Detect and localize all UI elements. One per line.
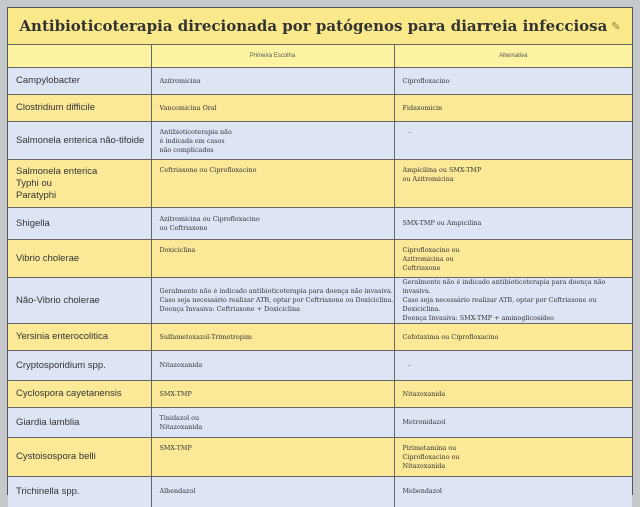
table-row: [8, 324, 632, 351]
first-choice-cell: Azitromicina ou Ciprofloxacino ou Ceftriaxone: [151, 208, 394, 240]
table-row: [8, 408, 632, 438]
pathogen-cell: Salmonela enterica não-tifoide: [8, 122, 151, 160]
table-row: [8, 95, 632, 122]
table-row: [8, 122, 632, 160]
first-choice-cell: Nitazoxanida: [151, 351, 394, 381]
pencil-icon[interactable]: ✎: [611, 19, 621, 33]
table-row: [8, 208, 632, 240]
alternative-cell: SMX-TMP ou Ampicilina: [394, 208, 632, 240]
first-choice-cell: Azitromicina: [151, 68, 394, 95]
alternative-cell: Ampicilina ou SMX-TMP ou Azitromicina: [394, 160, 632, 208]
table-body: [8, 68, 632, 507]
alternative-cell: Cefotaxima ou Ciprofloxacino: [394, 324, 632, 351]
pathogen-cell: Cystoisospora belli: [8, 438, 151, 477]
first-choice-cell: Doxiciclina: [151, 240, 394, 278]
pathogen-cell: Shigella: [8, 208, 151, 240]
pathogen-cell: Cyclospora cayetanensis: [8, 381, 151, 408]
header-alternative: Alternativa: [394, 45, 632, 68]
alternative-cell: Metronidazol: [394, 408, 632, 438]
table-row: [8, 477, 632, 507]
header-pathogen: [8, 45, 151, 68]
pathogen-cell: Não-Vibrio cholerae: [8, 278, 151, 324]
first-choice-cell: Sulfametoxazol-Trimetropim: [151, 324, 394, 351]
alternative-cell: Mebendazol: [394, 477, 632, 507]
alternative-cell: Nitazoxanida: [394, 381, 632, 408]
table-row: [8, 160, 632, 208]
alternative-cell: Geralmente não é indicado antibioticoterapia para doença não invasiva. Caso seja necessário realizar ATB, optar por Ceftriaxone ou Doxiciclina. Doença Invasiva: SMX-TMP + aminoglicosídeo: [394, 278, 632, 324]
table-row: [8, 278, 632, 324]
header-first-choice: Primeira Escolha: [151, 45, 394, 68]
first-choice-cell: SMX-TMP: [151, 438, 394, 477]
pathogen-cell: Yersinia enterocolitica: [8, 324, 151, 351]
alternative-cell: Fidaxomicin: [394, 95, 632, 122]
first-choice-cell: Geralmente não é indicado antibioticoterapia para doença não invasiva. Caso seja necessário realizar ATB, optar por Ceftriaxone ou Doxiciclina. Doença Invasiva: Ceftriaxone + Doxiciclina: [151, 278, 394, 324]
table-card: [7, 7, 633, 495]
first-choice-cell: Albendazol: [151, 477, 394, 507]
pathogen-cell: Trichinella spp.: [8, 477, 151, 507]
pathogen-cell: Clostridium difficile: [8, 95, 151, 122]
first-choice-cell: Tinidazol ou Nitazoxanida: [151, 408, 394, 438]
table-title: Antibioticoterapia direcionada por patógenos para diarreia infecciosa: [19, 17, 608, 35]
alternative-cell: -: [394, 351, 632, 381]
header-row: [8, 45, 632, 68]
pathogen-cell: Giardia lamblia: [8, 408, 151, 438]
first-choice-cell: Ceftriaxone ou Ciprofloxacino: [151, 160, 394, 208]
table-row: [8, 381, 632, 408]
pathogen-cell: Salmonela enterica Typhi ou Paratyphi: [8, 160, 151, 208]
pathogen-table: [8, 45, 632, 507]
alternative-cell: -: [394, 122, 632, 160]
table-title-bar: [8, 8, 632, 45]
first-choice-cell: Antibioticoterapia não é indicada em casos não complicados: [151, 122, 394, 160]
pathogen-cell: Campylobacter: [8, 68, 151, 95]
table-row: [8, 351, 632, 381]
alternative-cell: Ciprofloxacino: [394, 68, 632, 95]
pathogen-cell: Vibrio cholerae: [8, 240, 151, 278]
table-row: [8, 438, 632, 477]
first-choice-cell: SMX-TMP: [151, 381, 394, 408]
table-row: [8, 240, 632, 278]
first-choice-cell: Vancomicina Oral: [151, 95, 394, 122]
pathogen-cell: Cryptosporidium spp.: [8, 351, 151, 381]
alternative-cell: Pirimetamina ou Ciprofloxacino ou Nitazoxanida: [394, 438, 632, 477]
table-row: [8, 68, 632, 95]
alternative-cell: Ciprofloxacino ou Azitromicina ou Ceftriaxone: [394, 240, 632, 278]
